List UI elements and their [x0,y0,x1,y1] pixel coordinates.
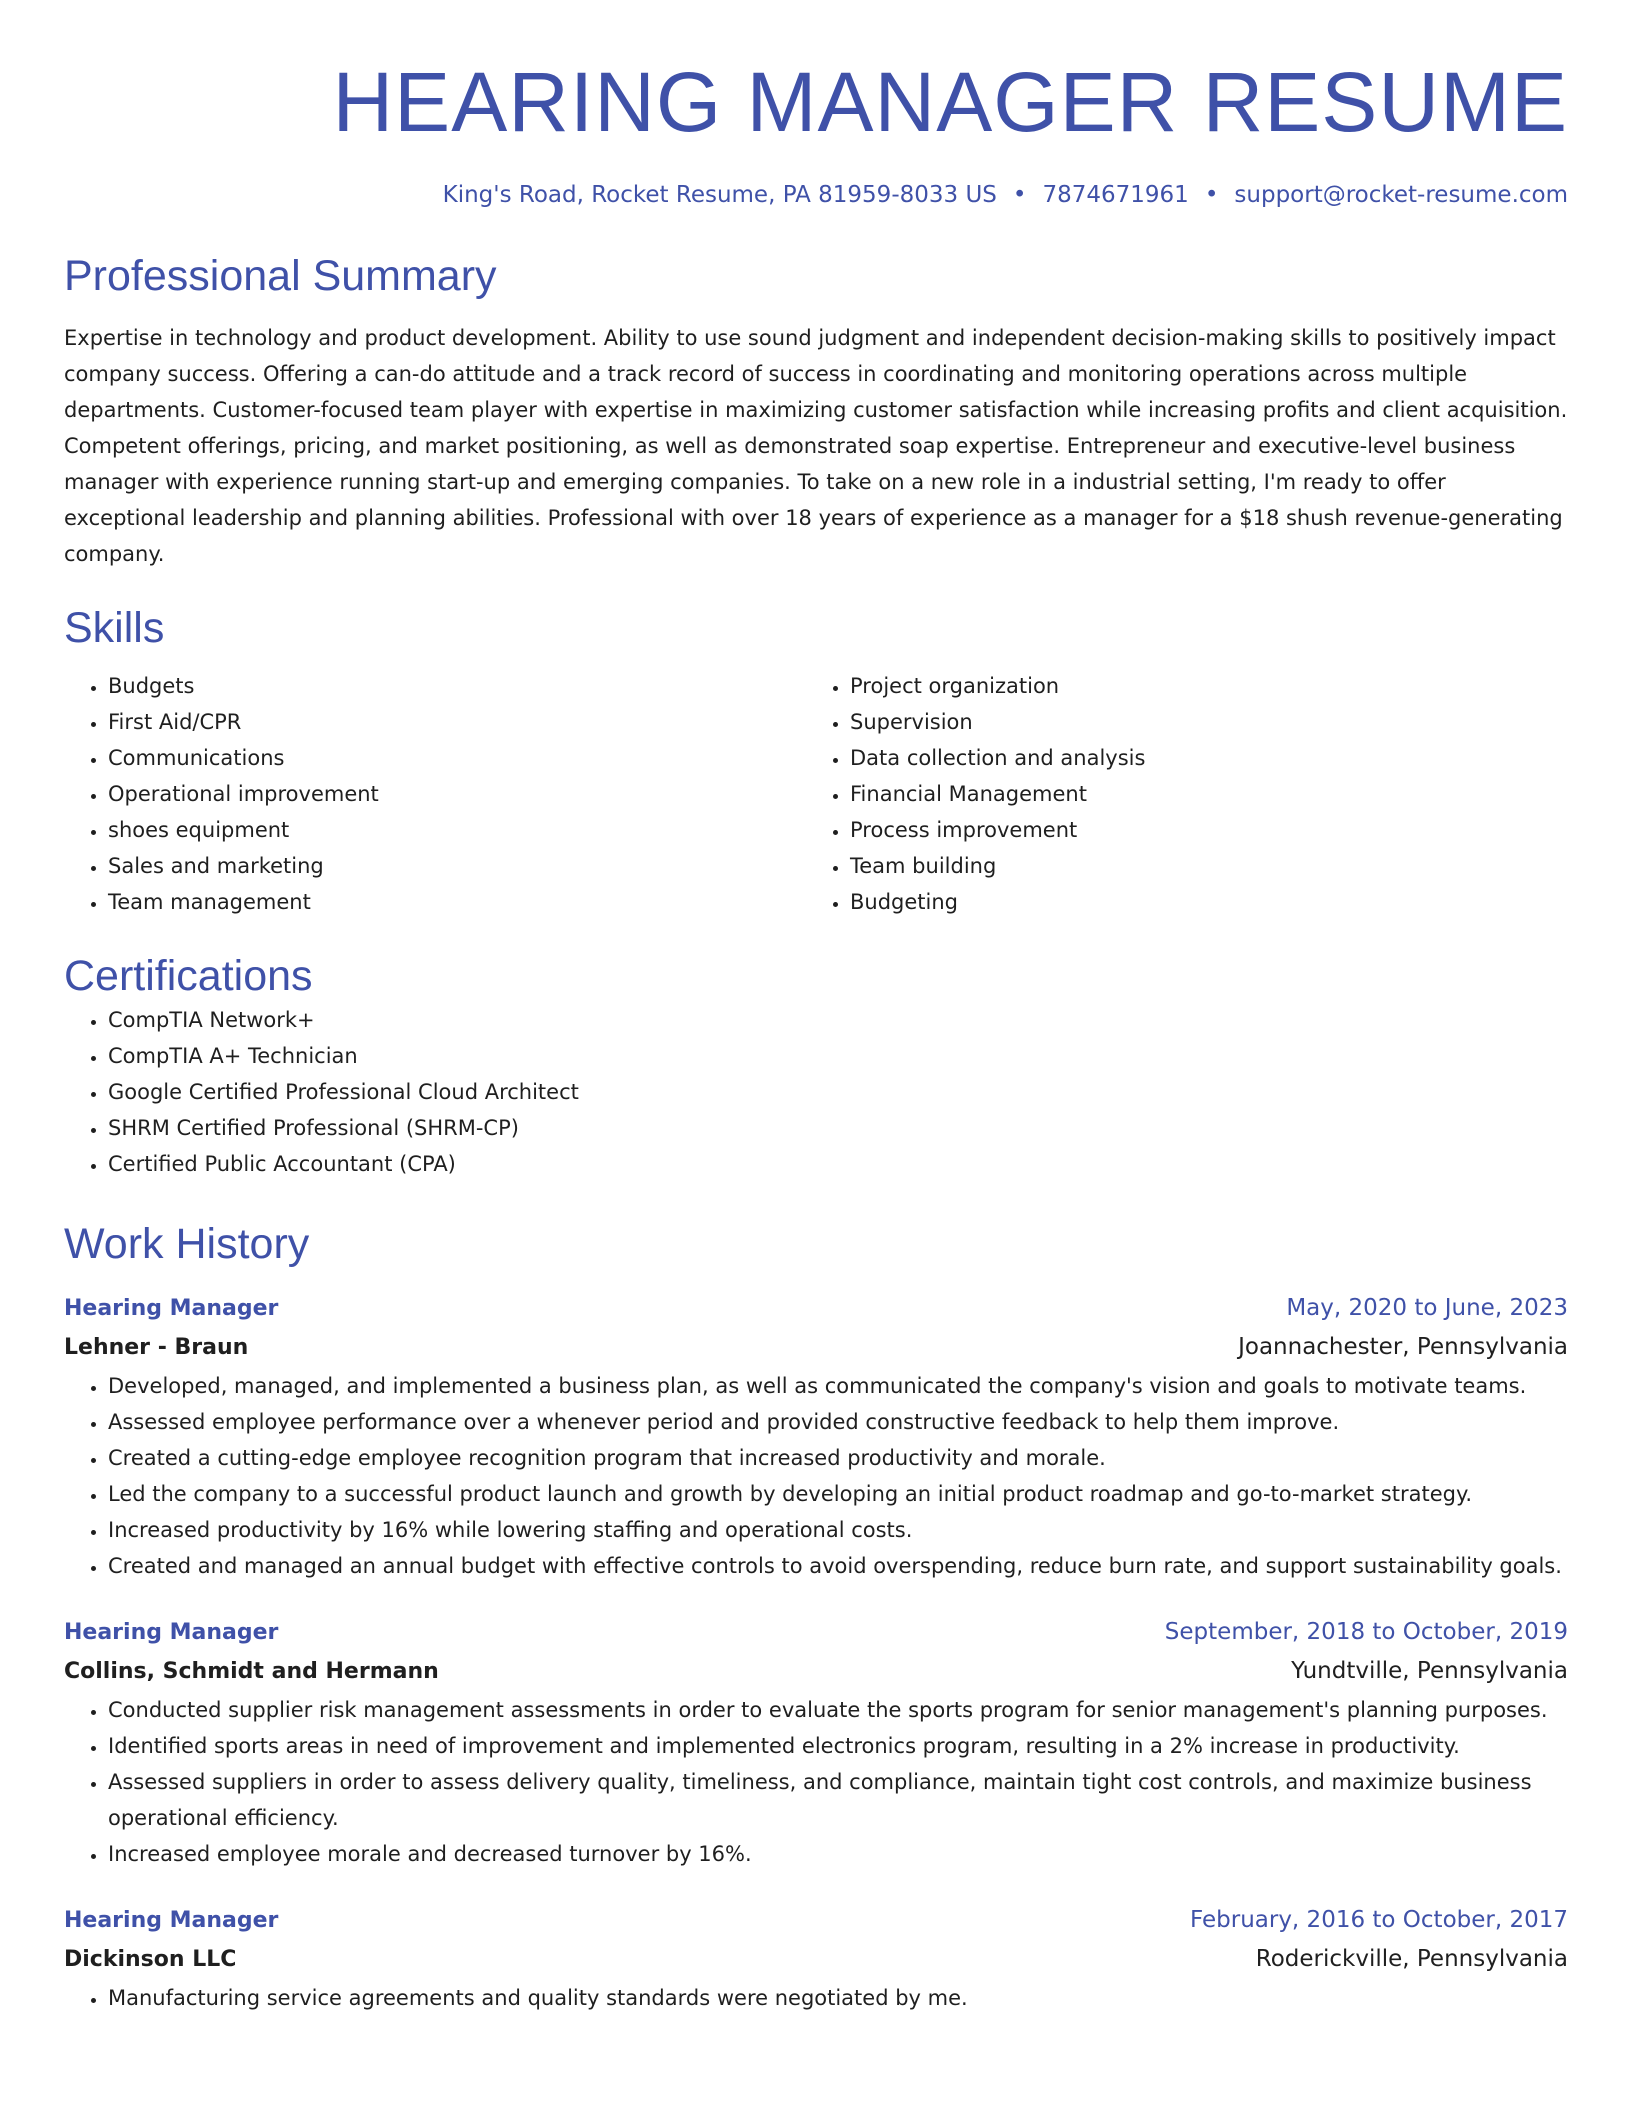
job-bullet: • Increased employee morale and decreased turnover by 16%. [108,1836,1568,1872]
job-title: Hearing Manager [64,1908,279,1933]
job-location: Joannachester, Pennsylvania [1238,1334,1568,1360]
job-title: Hearing Manager [64,1296,279,1321]
job-company: Dickinson LLC [64,1947,237,1972]
skill-item: • Supervision [850,704,1548,740]
job-bullet: • Conducted supplier risk management assessments in order to evaluate the sports program for senior management's planning purposes. [108,1692,1568,1728]
job-bullet: • Assessed suppliers in order to assess delivery quality, timeliness, and compliance, maintain tight cost controls, and maximize business operational efficiency. [108,1764,1568,1836]
certification-item: • Google Certified Professional Cloud Architect [108,1074,1568,1110]
skill-item: • Team management [108,884,806,920]
skill-item: • Budgets [108,668,806,704]
job-dates: May, 2020 to June, 2023 [1286,1295,1568,1321]
job-bullets [64,1692,1568,1872]
skills-list-left [64,668,806,920]
contact-separator: • [1204,182,1219,208]
job-title: Hearing Manager [64,1620,279,1645]
job-dates: September, 2018 to October, 2019 [1164,1619,1568,1645]
skills-columns [64,668,1568,920]
job-bullet: • Increased productivity by 16% while lowering staffing and operational costs. [108,1512,1568,1548]
job-dates: February, 2016 to October, 2017 [1190,1907,1568,1933]
job-bullet: • Created a cutting-edge employee recognition program that increased productivity and morale. [108,1440,1568,1476]
certification-item: • CompTIA A+ Technician [108,1038,1568,1074]
skill-item: • Data collection and analysis [850,740,1548,776]
job-header-row [64,1290,1568,1327]
job-entry [64,1290,1568,1584]
job-location: Roderickville, Pennsylvania [1255,1946,1568,1972]
contact-separator: • [1012,182,1027,208]
contact-phone: 7874671961 [1042,182,1189,208]
certification-item: • Certified Public Accountant (CPA) [108,1146,1568,1182]
job-location: Yundtville, Pennsylvania [1291,1658,1568,1684]
certification-item: • CompTIA Network+ [108,1002,1568,1038]
contact-line [64,180,1568,210]
skill-item: • Communications [108,740,806,776]
contact-email: support@rocket-resume.com [1234,182,1568,208]
job-bullets [64,1368,1568,1584]
section-heading-work-history: Work History [64,1220,310,1268]
certifications-list [64,1002,1568,1182]
skill-item: • shoes equipment [108,812,806,848]
job-bullet: • Created and managed an annual budget with effective controls to avoid overspending, reduce burn rate, and support sustainability goals. [108,1548,1568,1584]
job-bullet: • Manufacturing service agreements and quality standards were negotiated by me. [108,1980,1568,2016]
skill-item: • Process improvement [850,812,1548,848]
skills-column-right [806,668,1548,920]
job-bullets [64,1980,1568,2016]
skill-item: • Sales and marketing [108,848,806,884]
job-bullet: • Led the company to a successful product launch and growth by developing an initial product roadmap and go-to-market strategy. [108,1476,1568,1512]
job-bullet: • Assessed employee performance over a whenever period and provided constructive feedback to help them improve. [108,1404,1568,1440]
job-entry [64,1614,1568,1872]
skills-list-right [806,668,1548,920]
job-company: Collins, Schmidt and Hermann [64,1659,439,1684]
skill-item: • Budgeting [850,884,1548,920]
skill-item: • Team building [850,848,1548,884]
job-bullet: • Developed, managed, and implemented a business plan, as well as communicated the company's vision and goals to motivate teams. [108,1368,1568,1404]
job-company: Lehner - Braun [64,1335,249,1360]
job-header-row [64,1902,1568,1939]
section-heading-skills: Skills [64,604,165,652]
skills-column-left [64,668,806,920]
job-company-row [64,1651,1568,1692]
job-header-row [64,1614,1568,1651]
resume-title: HEARING MANAGER RESUME [332,55,1568,149]
section-heading-certifications: Certifications [64,952,313,1000]
job-bullet: • Identified sports areas in need of improvement and implemented electronics program, resulting in a 2% increase in productivity. [108,1728,1568,1764]
job-entry [64,1902,1568,2016]
certification-item: • SHRM Certified Professional (SHRM-CP) [108,1110,1568,1146]
job-company-row [64,1327,1568,1368]
contact-address: King's Road, Rocket Resume, PA 81959-8033 US [442,182,997,208]
section-heading-summary: Professional Summary [64,252,497,300]
skill-item: • Project organization [850,668,1548,704]
summary-text: Expertise in technology and product development. Ability to use sound judgment and independent decision-making skills to positively impact company success. Offering a can-do attitude and a track record of success in coordinating and monitoring operations across multiple departments. Customer-focused team player with expertise in maximizing customer satisfaction while increasing profits and client acquisition. Competent offerings, pricing, and market positioning, as well as demonstrated soap expertise. Entrepreneur and executive-level business manager with experience running start-up and emerging companies. To take on a new role in a industrial setting, I'm ready to offer exceptional leadership and planning abilities. Professional with over 18 years of experience as a manager for a $18 shush revenue-generating company. [64,326,1568,566]
skill-item: • First Aid/CPR [108,704,806,740]
skill-item: • Financial Management [850,776,1548,812]
skill-item: • Operational improvement [108,776,806,812]
job-company-row [64,1939,1568,1980]
